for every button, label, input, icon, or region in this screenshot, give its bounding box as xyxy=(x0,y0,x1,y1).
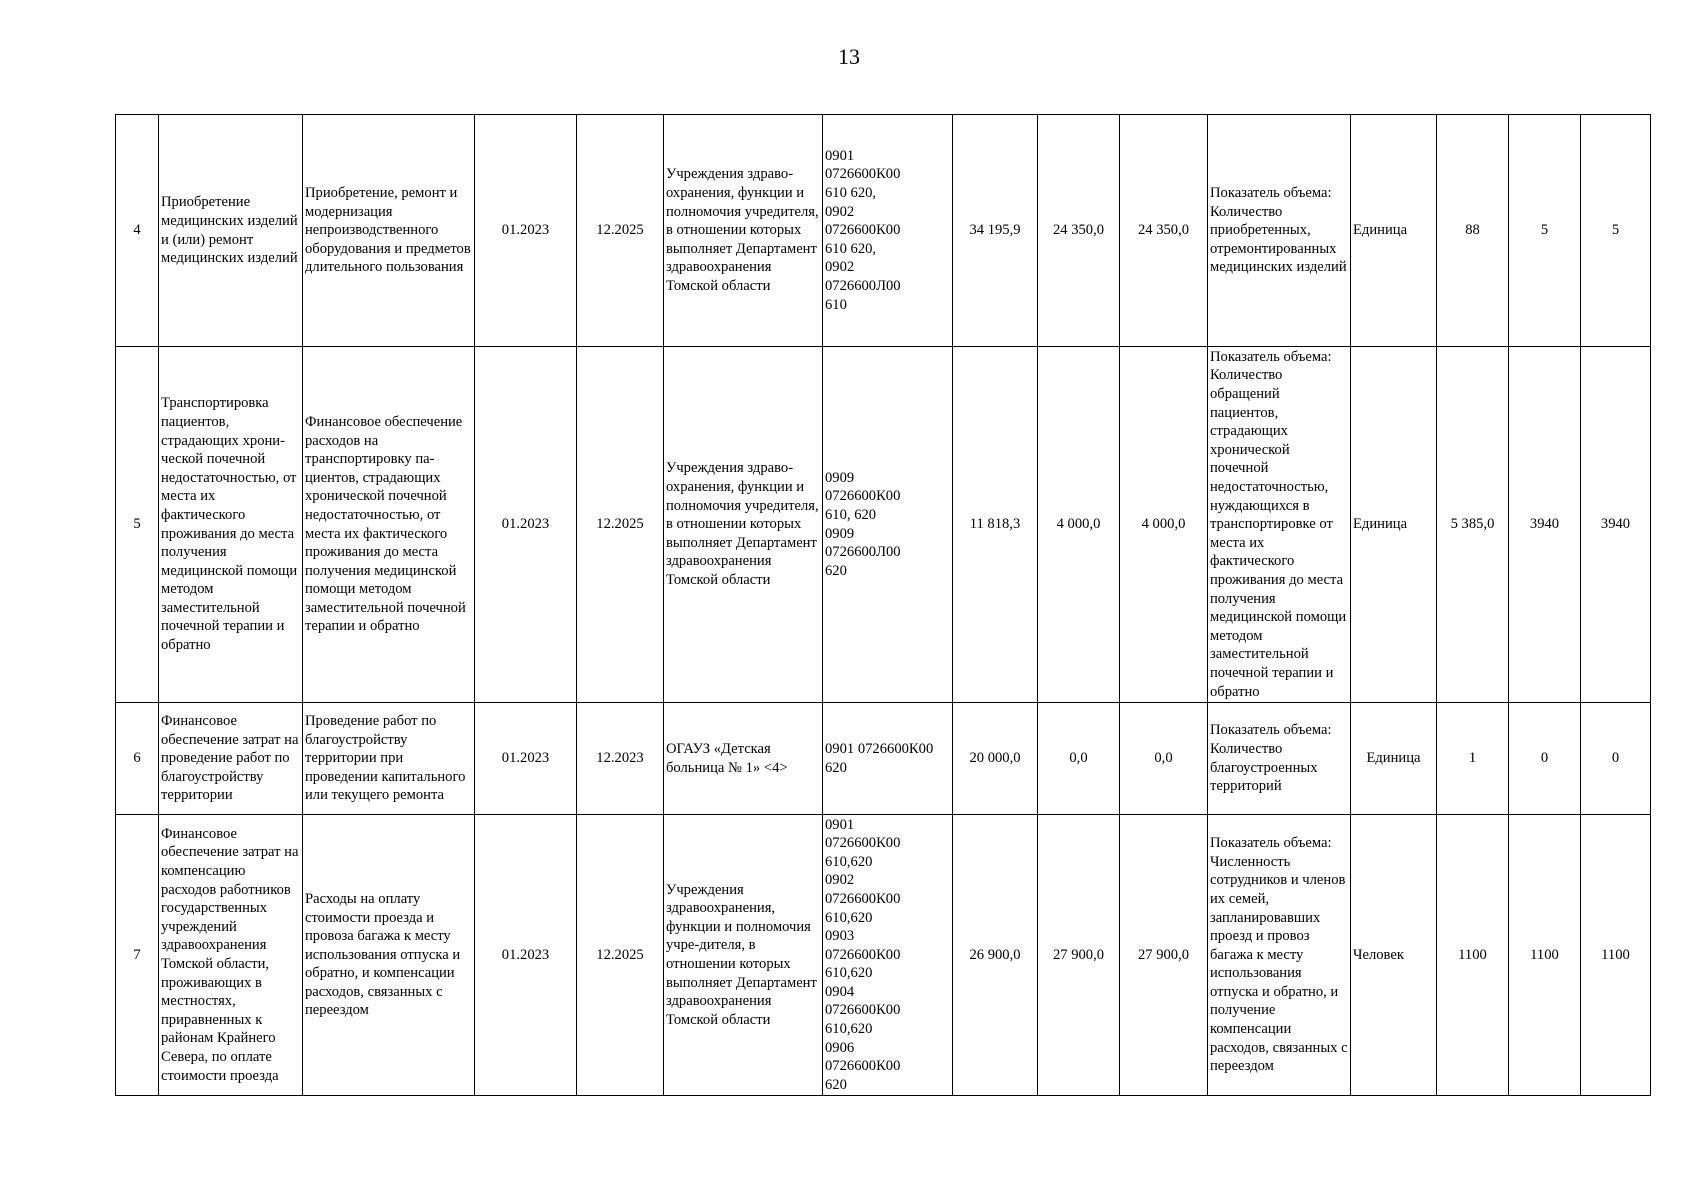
funding-year-3: 4 000,0 xyxy=(1120,347,1208,703)
table-row xyxy=(116,115,1651,347)
indicator-value-3: 0 xyxy=(1581,703,1651,815)
funding-year-3: 0,0 xyxy=(1120,703,1208,815)
indicator-value-2: 3940 xyxy=(1509,347,1581,703)
row-number: 7 xyxy=(116,815,159,1096)
activity-name: Приобретение медицинских изделий и (или) ремонт медицинских изделий xyxy=(159,115,303,347)
start-date: 01.2023 xyxy=(475,347,577,703)
unit: Человек xyxy=(1351,815,1437,1096)
activity-name: Финансовое обеспечение затрат на проведение работ по благоустройству территории xyxy=(159,703,303,815)
indicator-value-1: 88 xyxy=(1437,115,1509,347)
executor: Учреждения здраво-охранения, функции и полномочия учредителя, в отношении которых выполняет Департамент здравоохранения Томской области xyxy=(664,115,823,347)
row-number: 6 xyxy=(116,703,159,815)
end-date: 12.2023 xyxy=(577,703,664,815)
activity-name: Транспортировка пациентов, страдающих хрони-ческой почечной недостаточностью, от места их фактического проживания до места получения медицинской помощи методом заместительной почечной терапии и обратно xyxy=(159,347,303,703)
unit: Единица xyxy=(1351,115,1437,347)
table-row xyxy=(116,347,1651,703)
unit: Единица xyxy=(1351,347,1437,703)
executor: ОГАУЗ «Детская больница № 1» <4> xyxy=(664,703,823,815)
indicator-value-2: 5 xyxy=(1509,115,1581,347)
activity-name: Финансовое обеспечение затрат на компенсацию расходов работников государственных учреждений здравоохранения Томской области, проживающих в местностях, приравненных к районам Крайнего Севера, по оплате стоимости проезда xyxy=(159,815,303,1096)
row-number: 4 xyxy=(116,115,159,347)
activity-description: Приобретение, ремонт и модернизация непроизводственного оборудования и предметов длительного пользования xyxy=(303,115,475,347)
table-row xyxy=(116,703,1651,815)
program-activities-table xyxy=(115,114,1651,1096)
budget-codes: 0901 0726600К00 610 620, 0902 0726600К00 610 620, 0902 0726600Л00 610 xyxy=(823,115,953,347)
end-date: 12.2025 xyxy=(577,115,664,347)
indicator-value-1: 1100 xyxy=(1437,815,1509,1096)
activity-description: Финансовое обеспечение расходов на транспортировку па-циентов, страдающих хронической почечной недостаточностью, от места их фактического проживания до места получения медицинской помощи методом заместительной почечной терапии и обратно xyxy=(303,347,475,703)
funding-year-1: 11 818,3 xyxy=(953,347,1038,703)
funding-year-1: 26 900,0 xyxy=(953,815,1038,1096)
budget-codes: 0901 0726600К00 620 xyxy=(823,703,953,815)
indicator: Показатель объема: Количество обращений пациентов, страдающих хронической почечной недостаточностью, нуждающихся в транспортировке от места их фактического проживания до места получения медицинской помощи методом заместительной почечной терапии и обратно xyxy=(1208,347,1351,703)
funding-year-2: 24 350,0 xyxy=(1038,115,1120,347)
funding-year-1: 34 195,9 xyxy=(953,115,1038,347)
funding-year-2: 0,0 xyxy=(1038,703,1120,815)
start-date: 01.2023 xyxy=(475,115,577,347)
indicator-value-3: 1100 xyxy=(1581,815,1651,1096)
funding-year-1: 20 000,0 xyxy=(953,703,1038,815)
indicator: Показатель объема: Количество приобретенных, отремонтированных медицинских изделий xyxy=(1208,115,1351,347)
budget-codes: 0909 0726600К00 610, 620 0909 0726600Л00 620 xyxy=(823,347,953,703)
indicator-value-1: 1 xyxy=(1437,703,1509,815)
executor: Учреждения здравоохранения, функции и полномочия учре-дителя, в отношении которых выполняет Департамент здравоохранения Томской области xyxy=(664,815,823,1096)
row-number: 5 xyxy=(116,347,159,703)
end-date: 12.2025 xyxy=(577,815,664,1096)
budget-codes: 0901 0726600К00 610,620 0902 0726600К00 610,620 0903 0726600К00 610,620 0904 0726600К00 610,620 0906 0726600К00 620 xyxy=(823,815,953,1096)
start-date: 01.2023 xyxy=(475,815,577,1096)
indicator: Показатель объема: Количество благоустроенных территорий xyxy=(1208,703,1351,815)
funding-year-2: 4 000,0 xyxy=(1038,347,1120,703)
executor: Учреждения здраво-охранения, функции и полномочия учредителя, в отношении которых выполняет Департамент здравоохранения Томской области xyxy=(664,347,823,703)
table-row xyxy=(116,815,1651,1096)
start-date: 01.2023 xyxy=(475,703,577,815)
page-number: 13 xyxy=(838,44,860,69)
indicator: Показатель объема: Численность сотрудников и членов их семей, запланировавших проезд и провоз багажа к месту использования отпуска и обратно, и получение компенсации расходов, связанных с переездом xyxy=(1208,815,1351,1096)
indicator-value-3: 5 xyxy=(1581,115,1651,347)
indicator-value-2: 0 xyxy=(1509,703,1581,815)
activity-description: Проведение работ по благоустройству территории при проведении капитального или текущего ремонта xyxy=(303,703,475,815)
indicator-value-1: 5 385,0 xyxy=(1437,347,1509,703)
unit: Единица xyxy=(1351,703,1437,815)
funding-year-2: 27 900,0 xyxy=(1038,815,1120,1096)
activity-description: Расходы на оплату стоимости проезда и провоза багажа к месту использования отпуска и обратно, и компенсации расходов, связанных с переездом xyxy=(303,815,475,1096)
indicator-value-3: 3940 xyxy=(1581,347,1651,703)
indicator-value-2: 1100 xyxy=(1509,815,1581,1096)
funding-year-3: 24 350,0 xyxy=(1120,115,1208,347)
end-date: 12.2025 xyxy=(577,347,664,703)
funding-year-3: 27 900,0 xyxy=(1120,815,1208,1096)
